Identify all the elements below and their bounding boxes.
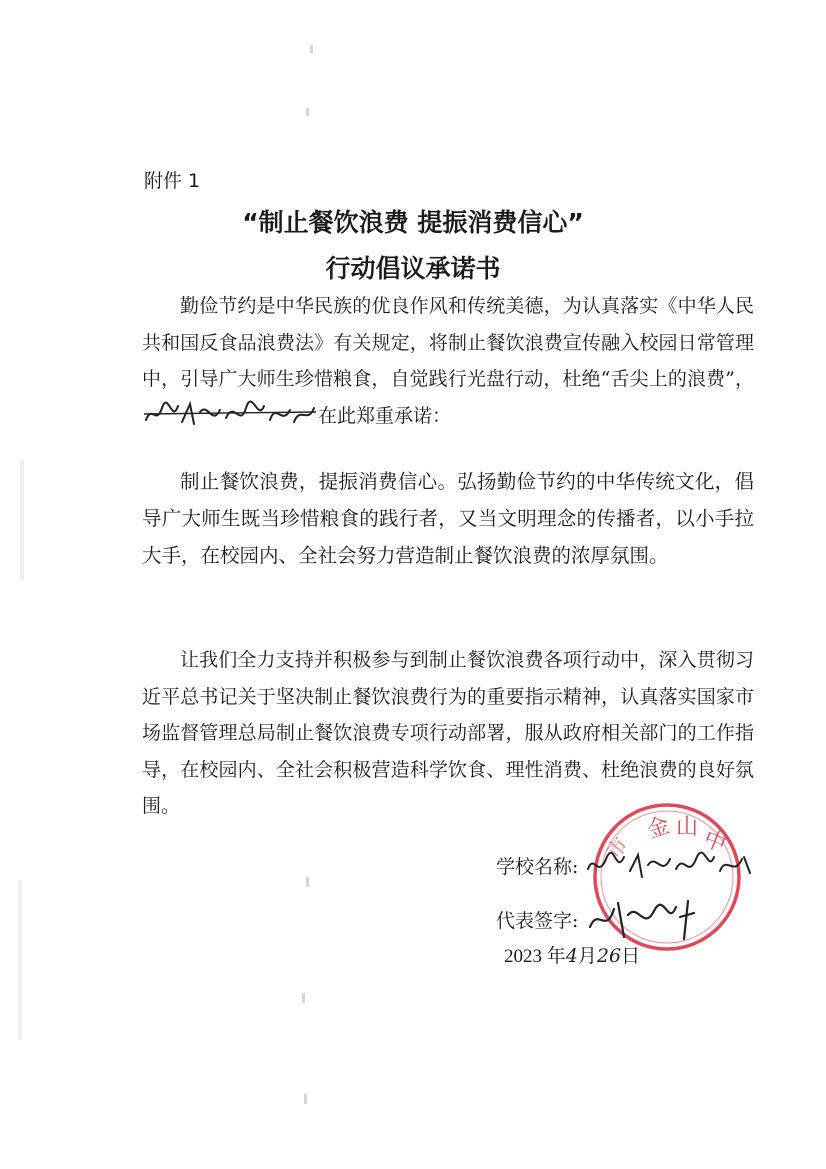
paragraph-call-to-action: 让我们全力支持并积极参与到制止餐饮浪费各项行动中，深入贯彻习近平总书记关于坚决制止餐饮浪费行为的重要指示精神，认真落实国家市场监督管理总局制止餐饮浪费专项行动部署，服从政府相关部门的工作指导，在校园内、全社会积极营造科学饮食、理性消费、杜绝浪费的良好氛围。: [142, 649, 754, 817]
date-day-unit: 日: [621, 946, 641, 967]
scan-artifact: [306, 877, 309, 887]
handwritten-signature-school: [142, 398, 318, 430]
attachment-label: 附件 1: [144, 170, 201, 192]
svg-text:山: 山: [676, 815, 699, 840]
svg-text:市: 市: [601, 832, 633, 864]
scan-artifact: [302, 993, 305, 1003]
date-day-handwritten: 26: [596, 945, 622, 967]
representative-line: [496, 897, 704, 941]
svg-text:中: 中: [699, 826, 730, 858]
school-name-line: [496, 849, 754, 883]
handwritten-representative-signature: [584, 897, 704, 941]
representative-label: 代表签字:: [496, 910, 579, 932]
school-name-label: 学校名称:: [496, 856, 579, 878]
scan-artifact: [306, 108, 309, 116]
scan-artifact: [310, 45, 313, 53]
scan-artifact: [304, 1094, 307, 1104]
intro-text-end: 在此郑重承诺：: [318, 404, 452, 427]
scan-artifact: [20, 460, 24, 580]
document-title-line2: 行动倡议承诺书: [325, 254, 501, 283]
date-month-unit: 月: [577, 946, 597, 967]
date-year: 2023 年: [504, 946, 566, 967]
svg-text:金: 金: [644, 813, 673, 844]
paragraph-commitment: 制止餐饮浪费，提振消费信心。弘扬勤俭节约的中华传统文化，倡导广大师生既当珍惜粮食的践行者，又当文明理念的传播者，以小手拉大手，在校园内、全社会努力营造制止餐饮浪费的浓厚氛围。: [142, 470, 754, 567]
paragraph-intro: [142, 288, 754, 434]
date-month-handwritten: 4: [565, 945, 578, 967]
document-title-line1: “制止餐饮浪费 提振消费信心”: [242, 208, 584, 237]
handwritten-school-name: [584, 849, 754, 883]
date-line: [504, 941, 640, 968]
scan-artifact: [18, 880, 22, 1040]
intro-text: 勤俭节约是中华民族的优良作风和传统美德，为认真落实《中华人民共和国反食品浪费法》有关规定，将制止餐饮浪费宣传融入校园日常管理中，引导广大师生珍惜粮食，自觉践行光盘行动，杜绝“舌尖上的浪费”，: [142, 295, 754, 390]
